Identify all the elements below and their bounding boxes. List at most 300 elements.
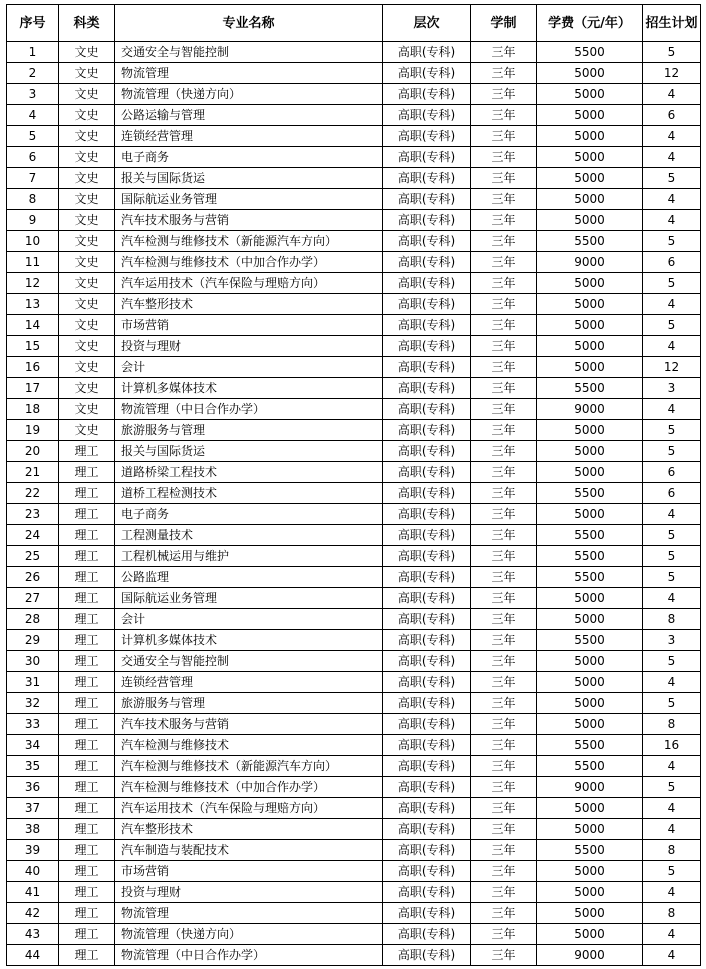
cell-quota: 5 — [643, 777, 701, 798]
cell-quota: 3 — [643, 630, 701, 651]
table-row — [7, 672, 701, 693]
header-quota: 招生计划 — [643, 5, 701, 42]
cell-major-name: 交通安全与智能控制 — [115, 651, 383, 672]
table-row — [7, 945, 701, 966]
cell-index: 29 — [7, 630, 59, 651]
cell-duration: 三年 — [471, 861, 537, 882]
cell-level: 高职(专科) — [383, 378, 471, 399]
cell-duration: 三年 — [471, 714, 537, 735]
table-row — [7, 651, 701, 672]
cell-category: 理工 — [59, 441, 115, 462]
cell-level: 高职(专科) — [383, 84, 471, 105]
cell-tuition: 5000 — [537, 882, 643, 903]
cell-duration: 三年 — [471, 357, 537, 378]
cell-level: 高职(专科) — [383, 399, 471, 420]
table-row — [7, 399, 701, 420]
cell-major-name: 物流管理（快递方向） — [115, 84, 383, 105]
cell-quota: 12 — [643, 357, 701, 378]
cell-major-name: 道路桥梁工程技术 — [115, 462, 383, 483]
cell-tuition: 5500 — [537, 231, 643, 252]
cell-index: 15 — [7, 336, 59, 357]
cell-tuition: 5000 — [537, 189, 643, 210]
table-row — [7, 546, 701, 567]
cell-index: 30 — [7, 651, 59, 672]
cell-tuition: 5500 — [537, 735, 643, 756]
cell-tuition: 5000 — [537, 147, 643, 168]
cell-tuition: 5000 — [537, 903, 643, 924]
cell-tuition: 5000 — [537, 819, 643, 840]
table-row — [7, 693, 701, 714]
cell-major-name: 交通安全与智能控制 — [115, 42, 383, 63]
cell-quota: 5 — [643, 168, 701, 189]
table-row — [7, 147, 701, 168]
cell-level: 高职(专科) — [383, 861, 471, 882]
cell-index: 22 — [7, 483, 59, 504]
cell-major-name: 物流管理（中日合作办学） — [115, 399, 383, 420]
cell-category: 理工 — [59, 483, 115, 504]
cell-tuition: 5000 — [537, 126, 643, 147]
cell-major-name: 连锁经营管理 — [115, 126, 383, 147]
cell-level: 高职(专科) — [383, 273, 471, 294]
cell-major-name: 汽车运用技术（汽车保险与理赔方向） — [115, 798, 383, 819]
table-row — [7, 84, 701, 105]
cell-tuition: 5000 — [537, 63, 643, 84]
cell-duration: 三年 — [471, 210, 537, 231]
cell-index: 1 — [7, 42, 59, 63]
cell-tuition: 5000 — [537, 294, 643, 315]
cell-category: 理工 — [59, 882, 115, 903]
cell-index: 26 — [7, 567, 59, 588]
table-row — [7, 42, 701, 63]
table-row — [7, 315, 701, 336]
cell-category: 文史 — [59, 168, 115, 189]
cell-major-name: 汽车运用技术（汽车保险与理赔方向） — [115, 273, 383, 294]
cell-category: 文史 — [59, 399, 115, 420]
cell-index: 25 — [7, 546, 59, 567]
cell-major-name: 报关与国际货运 — [115, 441, 383, 462]
cell-major-name: 国际航运业务管理 — [115, 189, 383, 210]
cell-category: 理工 — [59, 756, 115, 777]
cell-index: 43 — [7, 924, 59, 945]
cell-level: 高职(专科) — [383, 798, 471, 819]
cell-major-name: 汽车制造与装配技术 — [115, 840, 383, 861]
table-row — [7, 756, 701, 777]
cell-tuition: 5000 — [537, 672, 643, 693]
cell-level: 高职(专科) — [383, 357, 471, 378]
cell-duration: 三年 — [471, 420, 537, 441]
cell-duration: 三年 — [471, 924, 537, 945]
cell-category: 文史 — [59, 84, 115, 105]
cell-level: 高职(专科) — [383, 294, 471, 315]
cell-category: 文史 — [59, 357, 115, 378]
cell-quota: 5 — [643, 651, 701, 672]
cell-level: 高职(专科) — [383, 735, 471, 756]
cell-index: 21 — [7, 462, 59, 483]
cell-index: 35 — [7, 756, 59, 777]
cell-index: 18 — [7, 399, 59, 420]
cell-level: 高职(专科) — [383, 924, 471, 945]
cell-category: 理工 — [59, 693, 115, 714]
cell-level: 高职(专科) — [383, 168, 471, 189]
cell-category: 理工 — [59, 735, 115, 756]
cell-quota: 6 — [643, 105, 701, 126]
header-index: 序号 — [7, 5, 59, 42]
cell-duration: 三年 — [471, 336, 537, 357]
cell-duration: 三年 — [471, 882, 537, 903]
cell-index: 2 — [7, 63, 59, 84]
cell-major-name: 物流管理（中日合作办学） — [115, 945, 383, 966]
cell-level: 高职(专科) — [383, 63, 471, 84]
cell-index: 19 — [7, 420, 59, 441]
cell-index: 13 — [7, 294, 59, 315]
table-row — [7, 420, 701, 441]
cell-index: 37 — [7, 798, 59, 819]
cell-duration: 三年 — [471, 588, 537, 609]
cell-level: 高职(专科) — [383, 315, 471, 336]
table-row — [7, 882, 701, 903]
enrollment-plan-table — [6, 4, 701, 966]
cell-major-name: 汽车检测与维修技术（中加合作办学） — [115, 777, 383, 798]
cell-quota: 6 — [643, 483, 701, 504]
cell-category: 理工 — [59, 651, 115, 672]
cell-duration: 三年 — [471, 756, 537, 777]
cell-tuition: 5500 — [537, 42, 643, 63]
cell-tuition: 9000 — [537, 945, 643, 966]
cell-category: 文史 — [59, 378, 115, 399]
cell-major-name: 汽车技术服务与营销 — [115, 714, 383, 735]
table-row — [7, 273, 701, 294]
table-row — [7, 525, 701, 546]
cell-major-name: 旅游服务与管理 — [115, 693, 383, 714]
cell-duration: 三年 — [471, 294, 537, 315]
table-row — [7, 819, 701, 840]
table-row — [7, 210, 701, 231]
cell-duration: 三年 — [471, 63, 537, 84]
cell-tuition: 5000 — [537, 210, 643, 231]
cell-category: 理工 — [59, 462, 115, 483]
cell-level: 高职(专科) — [383, 252, 471, 273]
cell-level: 高职(专科) — [383, 420, 471, 441]
cell-duration: 三年 — [471, 546, 537, 567]
cell-level: 高职(专科) — [383, 777, 471, 798]
cell-tuition: 9000 — [537, 777, 643, 798]
cell-duration: 三年 — [471, 273, 537, 294]
cell-major-name: 投资与理财 — [115, 336, 383, 357]
cell-major-name: 电子商务 — [115, 147, 383, 168]
cell-quota: 4 — [643, 336, 701, 357]
cell-tuition: 5000 — [537, 651, 643, 672]
cell-category: 理工 — [59, 609, 115, 630]
cell-quota: 5 — [643, 42, 701, 63]
cell-category: 文史 — [59, 420, 115, 441]
cell-major-name: 国际航运业务管理 — [115, 588, 383, 609]
cell-duration: 三年 — [471, 504, 537, 525]
cell-category: 文史 — [59, 42, 115, 63]
cell-level: 高职(专科) — [383, 483, 471, 504]
table-row — [7, 609, 701, 630]
cell-major-name: 公路运输与管理 — [115, 105, 383, 126]
cell-quota: 12 — [643, 63, 701, 84]
header-category: 科类 — [59, 5, 115, 42]
header-level: 层次 — [383, 5, 471, 42]
cell-duration: 三年 — [471, 630, 537, 651]
cell-index: 36 — [7, 777, 59, 798]
cell-tuition: 5000 — [537, 420, 643, 441]
table-row — [7, 63, 701, 84]
cell-category: 理工 — [59, 714, 115, 735]
cell-level: 高职(专科) — [383, 147, 471, 168]
cell-category: 文史 — [59, 273, 115, 294]
cell-major-name: 市场营销 — [115, 861, 383, 882]
cell-major-name: 旅游服务与管理 — [115, 420, 383, 441]
cell-level: 高职(专科) — [383, 189, 471, 210]
cell-index: 38 — [7, 819, 59, 840]
table-row — [7, 126, 701, 147]
cell-index: 27 — [7, 588, 59, 609]
cell-quota: 8 — [643, 714, 701, 735]
table-row — [7, 924, 701, 945]
cell-tuition: 5000 — [537, 588, 643, 609]
cell-quota: 8 — [643, 840, 701, 861]
cell-index: 11 — [7, 252, 59, 273]
cell-tuition: 5500 — [537, 546, 643, 567]
cell-duration: 三年 — [471, 777, 537, 798]
cell-level: 高职(专科) — [383, 546, 471, 567]
cell-duration: 三年 — [471, 84, 537, 105]
cell-index: 12 — [7, 273, 59, 294]
cell-level: 高职(专科) — [383, 714, 471, 735]
cell-index: 41 — [7, 882, 59, 903]
table-row — [7, 504, 701, 525]
cell-level: 高职(专科) — [383, 126, 471, 147]
cell-duration: 三年 — [471, 840, 537, 861]
cell-tuition: 5000 — [537, 798, 643, 819]
cell-category: 理工 — [59, 567, 115, 588]
cell-tuition: 5000 — [537, 441, 643, 462]
cell-quota: 5 — [643, 315, 701, 336]
cell-major-name: 物流管理（快递方向） — [115, 924, 383, 945]
cell-tuition: 5000 — [537, 861, 643, 882]
cell-index: 39 — [7, 840, 59, 861]
cell-quota: 8 — [643, 609, 701, 630]
cell-quota: 4 — [643, 819, 701, 840]
cell-tuition: 5000 — [537, 462, 643, 483]
cell-category: 文史 — [59, 126, 115, 147]
cell-category: 文史 — [59, 252, 115, 273]
cell-major-name: 会计 — [115, 357, 383, 378]
header-duration: 学制 — [471, 5, 537, 42]
cell-index: 9 — [7, 210, 59, 231]
table-row — [7, 441, 701, 462]
cell-quota: 5 — [643, 231, 701, 252]
cell-tuition: 5000 — [537, 105, 643, 126]
cell-major-name: 汽车检测与维修技术（新能源汽车方向） — [115, 231, 383, 252]
cell-level: 高职(专科) — [383, 336, 471, 357]
cell-tuition: 9000 — [537, 399, 643, 420]
cell-duration: 三年 — [471, 693, 537, 714]
cell-index: 44 — [7, 945, 59, 966]
cell-category: 文史 — [59, 189, 115, 210]
cell-index: 3 — [7, 84, 59, 105]
cell-level: 高职(专科) — [383, 819, 471, 840]
cell-index: 28 — [7, 609, 59, 630]
cell-major-name: 汽车技术服务与营销 — [115, 210, 383, 231]
cell-index: 34 — [7, 735, 59, 756]
cell-level: 高职(专科) — [383, 756, 471, 777]
cell-quota: 4 — [643, 672, 701, 693]
cell-duration: 三年 — [471, 525, 537, 546]
cell-quota: 6 — [643, 462, 701, 483]
cell-quota: 5 — [643, 273, 701, 294]
cell-duration: 三年 — [471, 672, 537, 693]
cell-index: 6 — [7, 147, 59, 168]
cell-category: 理工 — [59, 525, 115, 546]
cell-index: 42 — [7, 903, 59, 924]
cell-level: 高职(专科) — [383, 567, 471, 588]
cell-category: 理工 — [59, 861, 115, 882]
cell-quota: 4 — [643, 126, 701, 147]
cell-index: 5 — [7, 126, 59, 147]
cell-quota: 4 — [643, 189, 701, 210]
cell-tuition: 5500 — [537, 840, 643, 861]
cell-duration: 三年 — [471, 462, 537, 483]
cell-index: 7 — [7, 168, 59, 189]
cell-index: 31 — [7, 672, 59, 693]
cell-level: 高职(专科) — [383, 840, 471, 861]
cell-major-name: 汽车整形技术 — [115, 819, 383, 840]
cell-quota: 4 — [643, 588, 701, 609]
cell-major-name: 计算机多媒体技术 — [115, 630, 383, 651]
cell-quota: 4 — [643, 84, 701, 105]
cell-level: 高职(专科) — [383, 504, 471, 525]
cell-tuition: 5000 — [537, 609, 643, 630]
cell-quota: 4 — [643, 399, 701, 420]
cell-duration: 三年 — [471, 189, 537, 210]
cell-tuition: 5500 — [537, 525, 643, 546]
table-row — [7, 378, 701, 399]
cell-duration: 三年 — [471, 945, 537, 966]
cell-quota: 3 — [643, 378, 701, 399]
cell-category: 文史 — [59, 231, 115, 252]
cell-duration: 三年 — [471, 798, 537, 819]
header-major-name: 专业名称 — [115, 5, 383, 42]
table-row — [7, 483, 701, 504]
cell-category: 理工 — [59, 924, 115, 945]
cell-quota: 4 — [643, 924, 701, 945]
table-row — [7, 357, 701, 378]
cell-level: 高职(专科) — [383, 630, 471, 651]
cell-level: 高职(专科) — [383, 651, 471, 672]
cell-quota: 6 — [643, 252, 701, 273]
cell-tuition: 5000 — [537, 336, 643, 357]
cell-level: 高职(专科) — [383, 231, 471, 252]
cell-duration: 三年 — [471, 168, 537, 189]
cell-level: 高职(专科) — [383, 441, 471, 462]
cell-quota: 4 — [643, 798, 701, 819]
cell-quota: 4 — [643, 147, 701, 168]
cell-duration: 三年 — [471, 819, 537, 840]
cell-index: 10 — [7, 231, 59, 252]
cell-category: 理工 — [59, 945, 115, 966]
cell-category: 理工 — [59, 840, 115, 861]
cell-duration: 三年 — [471, 315, 537, 336]
header-tuition: 学费（元/年） — [537, 5, 643, 42]
cell-category: 文史 — [59, 63, 115, 84]
cell-duration: 三年 — [471, 231, 537, 252]
cell-tuition: 5000 — [537, 714, 643, 735]
table-row — [7, 168, 701, 189]
cell-quota: 4 — [643, 294, 701, 315]
cell-tuition: 5500 — [537, 378, 643, 399]
cell-category: 理工 — [59, 903, 115, 924]
cell-quota: 5 — [643, 861, 701, 882]
cell-index: 17 — [7, 378, 59, 399]
cell-tuition: 5000 — [537, 924, 643, 945]
table-row — [7, 630, 701, 651]
cell-category: 理工 — [59, 588, 115, 609]
cell-quota: 4 — [643, 210, 701, 231]
table-row — [7, 189, 701, 210]
cell-major-name: 工程机械运用与维护 — [115, 546, 383, 567]
cell-major-name: 汽车整形技术 — [115, 294, 383, 315]
cell-category: 文史 — [59, 315, 115, 336]
cell-major-name: 会计 — [115, 609, 383, 630]
cell-major-name: 连锁经营管理 — [115, 672, 383, 693]
cell-category: 理工 — [59, 672, 115, 693]
cell-index: 32 — [7, 693, 59, 714]
table-row — [7, 231, 701, 252]
cell-category: 理工 — [59, 504, 115, 525]
cell-level: 高职(专科) — [383, 588, 471, 609]
cell-major-name: 汽车检测与维修技术（中加合作办学） — [115, 252, 383, 273]
cell-quota: 5 — [643, 567, 701, 588]
cell-quota: 4 — [643, 756, 701, 777]
cell-duration: 三年 — [471, 609, 537, 630]
cell-duration: 三年 — [471, 483, 537, 504]
cell-index: 20 — [7, 441, 59, 462]
cell-level: 高职(专科) — [383, 105, 471, 126]
cell-duration: 三年 — [471, 42, 537, 63]
cell-level: 高职(专科) — [383, 903, 471, 924]
cell-category: 文史 — [59, 210, 115, 231]
cell-tuition: 5500 — [537, 567, 643, 588]
cell-major-name: 报关与国际货运 — [115, 168, 383, 189]
cell-duration: 三年 — [471, 252, 537, 273]
cell-category: 理工 — [59, 630, 115, 651]
cell-index: 14 — [7, 315, 59, 336]
cell-major-name: 计算机多媒体技术 — [115, 378, 383, 399]
cell-index: 40 — [7, 861, 59, 882]
cell-major-name: 物流管理 — [115, 903, 383, 924]
cell-major-name: 汽车检测与维修技术 — [115, 735, 383, 756]
cell-major-name: 物流管理 — [115, 63, 383, 84]
cell-duration: 三年 — [471, 147, 537, 168]
cell-duration: 三年 — [471, 441, 537, 462]
cell-major-name: 市场营销 — [115, 315, 383, 336]
table-row — [7, 861, 701, 882]
cell-index: 8 — [7, 189, 59, 210]
cell-tuition: 5000 — [537, 315, 643, 336]
cell-category: 理工 — [59, 777, 115, 798]
cell-major-name: 工程测量技术 — [115, 525, 383, 546]
cell-category: 理工 — [59, 546, 115, 567]
cell-level: 高职(专科) — [383, 525, 471, 546]
cell-level: 高职(专科) — [383, 672, 471, 693]
cell-level: 高职(专科) — [383, 462, 471, 483]
cell-tuition: 5500 — [537, 483, 643, 504]
cell-duration: 三年 — [471, 105, 537, 126]
cell-level: 高职(专科) — [383, 693, 471, 714]
